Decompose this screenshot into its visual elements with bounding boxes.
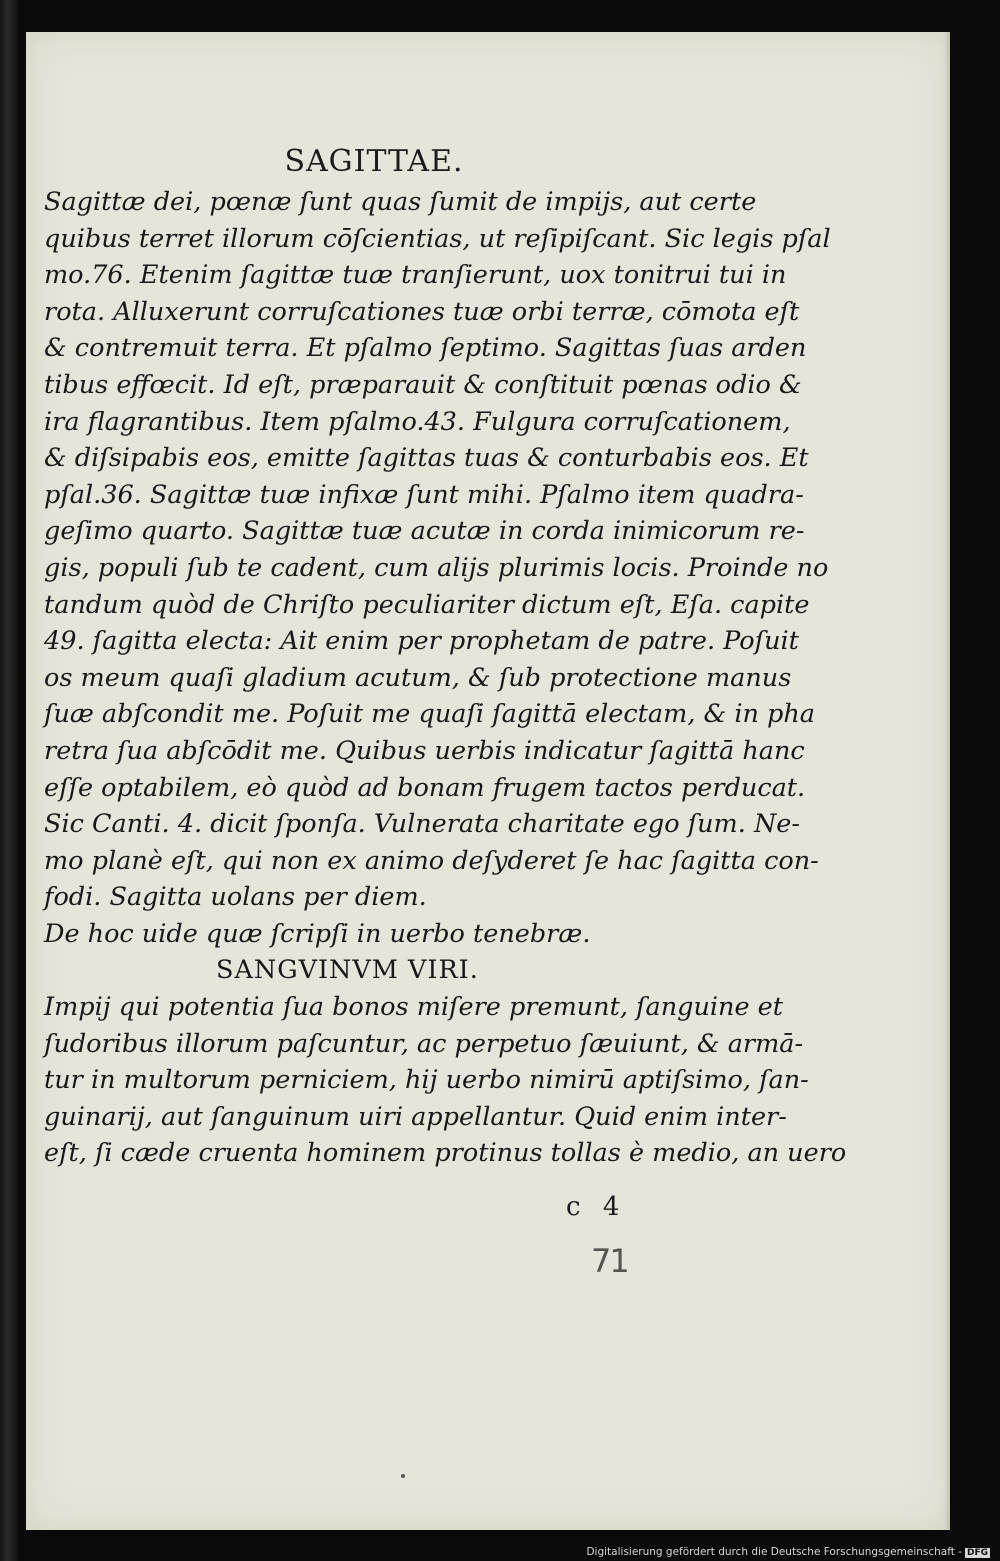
signature-mark: c 4 [566, 1192, 620, 1222]
text-line: geſimo quarto. Sagittæ tuæ acutæ in corda inimicorum re- [44, 516, 805, 547]
section-heading: SANGVINVM VIRI. [216, 955, 479, 986]
text-line: ſuæ abſcondit me. Poſuit me quaſi ſagittā electam, & in pha [44, 699, 815, 730]
text-line: Sagittæ dei, pœnæ ſunt quas ſumit de impijs, aut certe [44, 187, 757, 217]
text-line: pſal.36. Sagittæ tuæ infixæ ſunt mihi. Pſalmo item quadra- [44, 479, 804, 510]
text-line: fodi. Sagitta uolans per diem. [44, 882, 427, 913]
main-text-block [44, 184, 847, 1172]
dfg-logo: DFG [966, 1548, 988, 1558]
text-line: gis, populi ſub te cadent, cum alijs plurimis locis. Proinde no [44, 552, 829, 583]
text-line: eſſe optabilem, eò quòd ad bonam frugem tactos perducat. [44, 772, 806, 803]
page-edge-shadow [944, 32, 950, 1530]
footer-credit-text: Digitalisierung gefördert durch die Deutsche Forschungsgemeinschaft - [586, 1546, 962, 1558]
text-line: guinarij, aut ſanguinum uiri appellantur. Quid enim inter- [44, 1101, 787, 1132]
text-line: rota. Alluxerunt corruſcationes tuæ orbi terræ, cōmota eſt [44, 296, 800, 327]
handwritten-folio-number: 71 [591, 1242, 628, 1280]
text-line: Impij qui potentia ſua bonos miſere premunt, ſanguine et [44, 992, 783, 1023]
book-page [26, 32, 950, 1530]
digitization-footer [586, 1546, 990, 1558]
text-line: eſt, ſi cæde cruenta hominem protinus tollas è medio, an uero [44, 1138, 847, 1169]
text-line: tur in multorum perniciem, hij uerbo nimirū aptiſsimo, ſan- [44, 1065, 809, 1096]
text-line: quibus terret illorum cōſcientias, ut reſipiſcant. Sic legis pſal [44, 223, 831, 254]
text-line: tibus effœcit. Id eſt, præparauit & conſtituit pœnas odio & [44, 369, 802, 400]
text-line: ira flagrantibus. Item pſalmo.43. Fulgura corruſcationem, [44, 406, 791, 437]
book-binding-edge [0, 0, 18, 1561]
text-line: ſudoribus illorum paſcuntur, ac perpetuo ſæuiunt, & armā- [44, 1028, 804, 1059]
text-line: tandum quòd de Chriſto peculiariter dictum eſt, Eſa. capite [44, 589, 810, 620]
text-line: Sic Canti. 4. dicit ſponſa. Vulnerata charitate ego ſum. Ne- [44, 809, 800, 840]
text-line: 49. ſagitta electa: Ait enim per prophetam de patre. Poſuit [44, 626, 799, 657]
text-line: & contremuit terra. Et pſalmo ſeptimo. Sagittas ſuas arden [44, 333, 807, 364]
text-line: & diſsipabis eos, emitte ſagittas tuas & conturbabis eos. Et [44, 443, 809, 474]
running-head: SAGITTAE. [284, 144, 464, 179]
text-line: os meum quaſi gladium acutum, & ſub protectione manus [44, 662, 792, 693]
paper-speck [401, 1474, 405, 1478]
text-line: mo.76. Etenim ſagittæ tuæ tranſierunt, uox tonitrui tui in [44, 260, 787, 291]
text-line: mo planè eſt, qui non ex animo deſyderet ſe hac ſagitta con- [44, 845, 819, 876]
text-line: retra ſua abſcōdit me. Quibus uerbis indicatur ſagittā hanc [44, 735, 805, 766]
text-line: De hoc uide quæ ſcripſi in uerbo tenebræ. [44, 918, 591, 949]
